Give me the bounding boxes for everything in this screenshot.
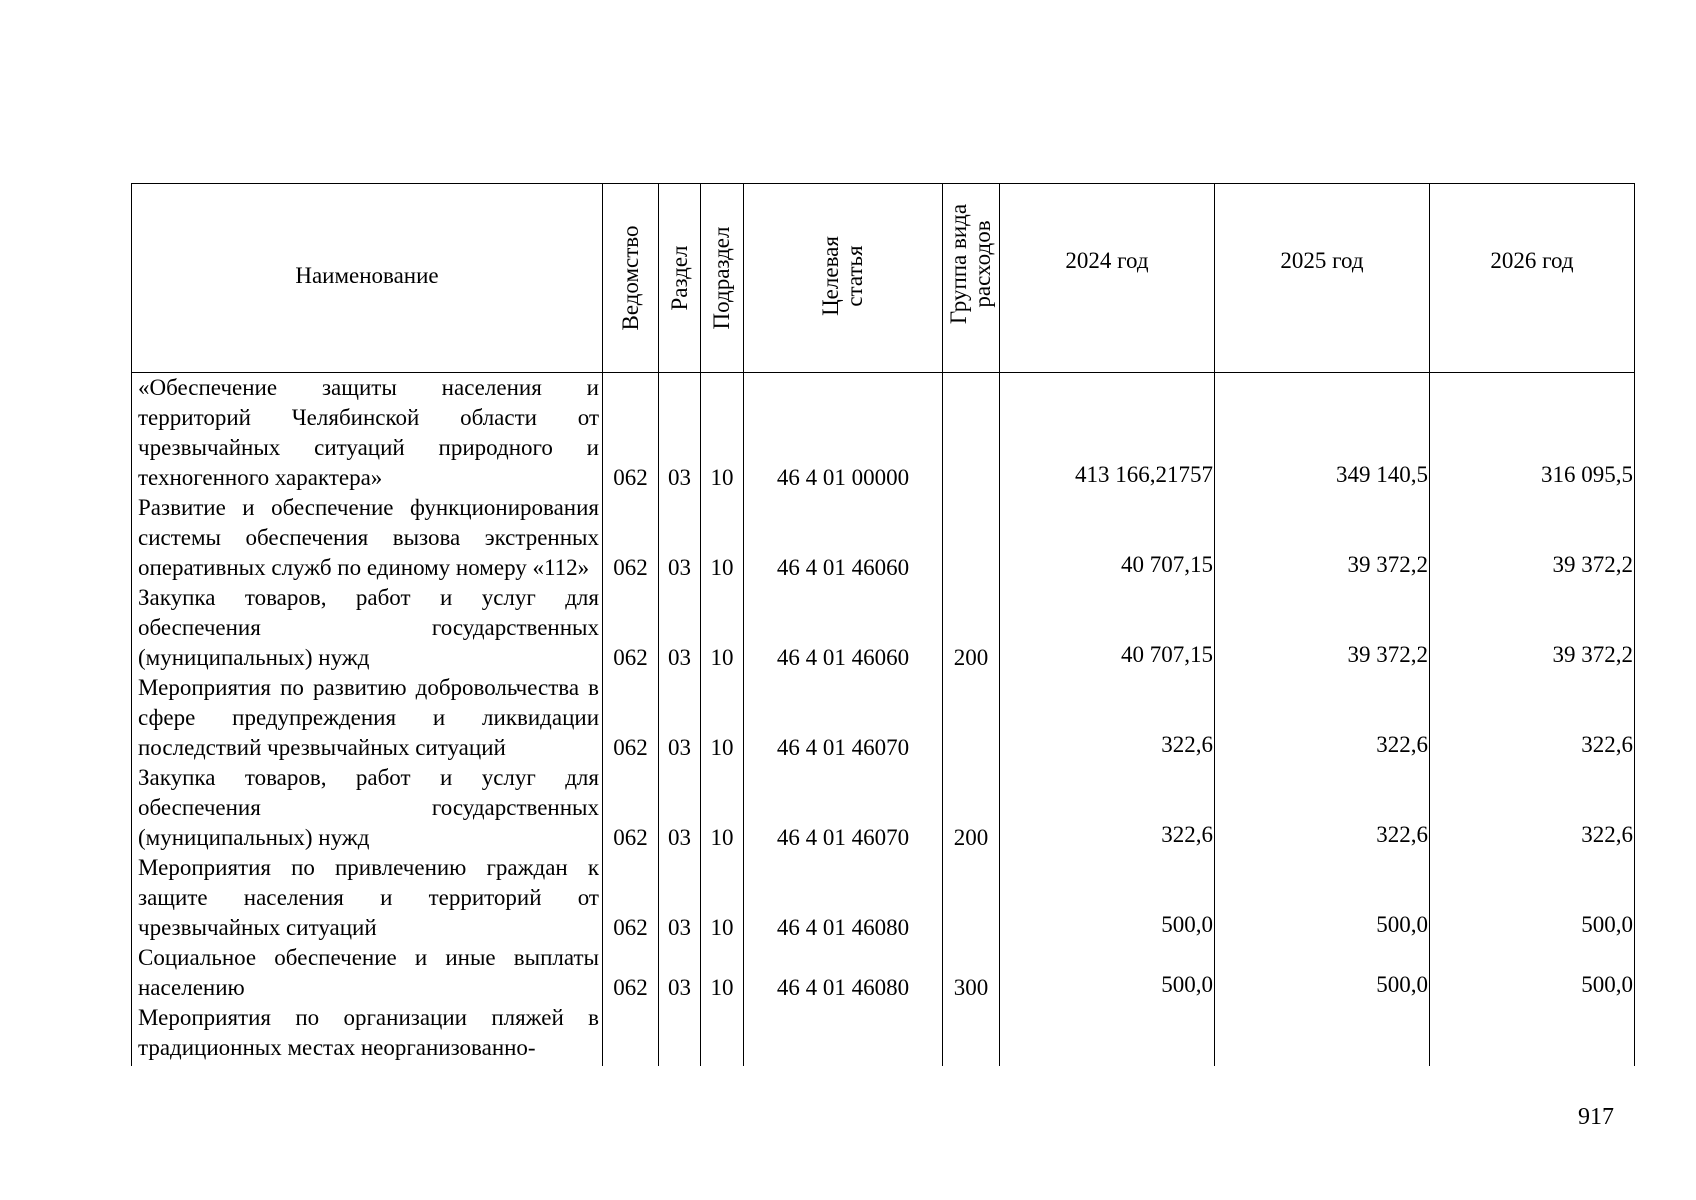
- header-year-2025: [1215, 184, 1430, 373]
- row-expense-group: [943, 673, 1000, 763]
- row-value-2024: 500,0: [1000, 853, 1215, 943]
- row-target-article: [744, 1003, 943, 1066]
- row-value-2026: 500,0: [1430, 853, 1635, 943]
- row-section: 03: [659, 763, 701, 853]
- row-department: 062: [603, 673, 659, 763]
- row-subsection: 10: [701, 943, 744, 1003]
- row-section: 03: [659, 583, 701, 673]
- row-name: Мероприятия по организации пляжей в традиционных местах неорганизованно-: [132, 1003, 603, 1066]
- row-section: 03: [659, 673, 701, 763]
- row-target-article: 46 4 01 00000: [744, 373, 943, 494]
- table-row: [132, 583, 1635, 673]
- row-value-2026: 39 372,2: [1430, 493, 1635, 583]
- header-section: [659, 184, 701, 373]
- row-name: Социальное обеспечение и иные выплаты населению: [132, 943, 603, 1003]
- table-row: [132, 763, 1635, 853]
- row-value-2024: 500,0: [1000, 943, 1215, 1003]
- row-target-article: 46 4 01 46070: [744, 673, 943, 763]
- row-name: «Обеспечение защиты населения и территорий Челябинской области от чрезвычайных ситуаций природного и техногенного характера»: [132, 373, 603, 494]
- row-subsection: [701, 1003, 744, 1066]
- row-value-2025: 500,0: [1215, 853, 1430, 943]
- row-value-2025: 39 372,2: [1215, 583, 1430, 673]
- table-row: [132, 853, 1635, 943]
- budget-table: [131, 183, 1635, 1066]
- row-target-article: 46 4 01 46080: [744, 853, 943, 943]
- table-row: [132, 673, 1635, 763]
- row-department: 062: [603, 853, 659, 943]
- row-department: 062: [603, 493, 659, 583]
- row-department: [603, 1003, 659, 1066]
- table-row: [132, 943, 1635, 1003]
- header-year-2025-label: 2025 год: [1280, 248, 1364, 273]
- row-value-2026: [1430, 1003, 1635, 1066]
- row-value-2024: 40 707,15: [1000, 583, 1215, 673]
- row-expense-group: [943, 493, 1000, 583]
- row-target-article: 46 4 01 46060: [744, 493, 943, 583]
- row-target-article: 46 4 01 46070: [744, 763, 943, 853]
- row-expense-group: [943, 373, 1000, 494]
- header-name-label: Наименование: [295, 263, 439, 288]
- row-target-article: 46 4 01 46080: [744, 943, 943, 1003]
- row-subsection: 10: [701, 853, 744, 943]
- header-year-2024-label: 2024 год: [1065, 248, 1149, 273]
- row-value-2026: 322,6: [1430, 673, 1635, 763]
- row-name: Закупка товаров, работ и услуг для обеспечения государственных (муниципальных) нужд: [132, 583, 603, 673]
- header-subsection: [701, 184, 744, 373]
- header-year-2026-label: 2026 год: [1490, 248, 1574, 273]
- row-section: 03: [659, 373, 701, 494]
- row-subsection: 10: [701, 583, 744, 673]
- row-value-2025: 322,6: [1215, 763, 1430, 853]
- row-value-2026: 500,0: [1430, 943, 1635, 1003]
- row-value-2024: 322,6: [1000, 763, 1215, 853]
- table-row: [132, 373, 1635, 494]
- header-department: [603, 184, 659, 373]
- table-row: [132, 1003, 1635, 1066]
- row-section: 03: [659, 853, 701, 943]
- header-section-label: Раздел: [666, 245, 692, 311]
- row-value-2024: 413 166,21757: [1000, 373, 1215, 494]
- row-expense-group: [943, 853, 1000, 943]
- row-subsection: 10: [701, 373, 744, 494]
- row-expense-group: 300: [943, 943, 1000, 1003]
- row-expense-group: 200: [943, 763, 1000, 853]
- row-expense-group: 200: [943, 583, 1000, 673]
- header-target-article-label: [819, 236, 867, 316]
- row-name: Мероприятия по привлечению граждан к защите населения и территорий от чрезвычайных ситуаций: [132, 853, 603, 943]
- header-expense-group-line-1: Группа вида: [945, 203, 971, 325]
- header-subsection-label: Подраздел: [708, 226, 734, 330]
- header-year-2024: [1000, 184, 1215, 373]
- row-value-2024: 322,6: [1000, 673, 1215, 763]
- header-target-article: [744, 184, 943, 373]
- header-target-article-line-2: статья: [842, 245, 867, 307]
- table-row: [132, 493, 1635, 583]
- table-body: [132, 373, 1635, 1067]
- row-department: 062: [603, 583, 659, 673]
- header-expense-group-label: [947, 204, 995, 324]
- header-target-article-line-1: Целевая: [817, 236, 843, 316]
- row-value-2024: [1000, 1003, 1215, 1066]
- row-value-2025: 322,6: [1215, 673, 1430, 763]
- row-name: Закупка товаров, работ и услуг для обеспечения государственных (муниципальных) нужд: [132, 763, 603, 853]
- row-value-2026: 322,6: [1430, 763, 1635, 853]
- row-value-2025: 39 372,2: [1215, 493, 1430, 583]
- row-value-2025: 349 140,5: [1215, 373, 1430, 494]
- row-section: [659, 1003, 701, 1066]
- row-target-article: 46 4 01 46060: [744, 583, 943, 673]
- row-section: 03: [659, 943, 701, 1003]
- row-section: 03: [659, 493, 701, 583]
- row-name: Развитие и обеспечение функционирования системы обеспечения вызова экстренных оперативных служб по единому номеру «112»: [132, 493, 603, 583]
- row-value-2025: [1215, 1003, 1430, 1066]
- row-value-2026: 316 095,5: [1430, 373, 1635, 494]
- header-expense-group: [943, 184, 1000, 373]
- row-department: 062: [603, 373, 659, 494]
- header-name: [132, 184, 603, 373]
- row-expense-group: [943, 1003, 1000, 1066]
- row-value-2024: 40 707,15: [1000, 493, 1215, 583]
- row-department: 062: [603, 943, 659, 1003]
- row-subsection: 10: [701, 673, 744, 763]
- row-value-2026: 39 372,2: [1430, 583, 1635, 673]
- table-header: [132, 184, 1635, 373]
- header-expense-group-line-2: расходов: [970, 220, 995, 308]
- header-year-2026: [1430, 184, 1635, 373]
- page-number: 917: [1578, 1104, 1614, 1130]
- row-name: Мероприятия по развитию добровольчества в сфере предупреждения и ликвидации последствий чрезвычайных ситуаций: [132, 673, 603, 763]
- row-subsection: 10: [701, 493, 744, 583]
- row-subsection: 10: [701, 763, 744, 853]
- row-value-2025: 500,0: [1215, 943, 1430, 1003]
- header-department-label: Ведомство: [617, 225, 643, 331]
- row-department: 062: [603, 763, 659, 853]
